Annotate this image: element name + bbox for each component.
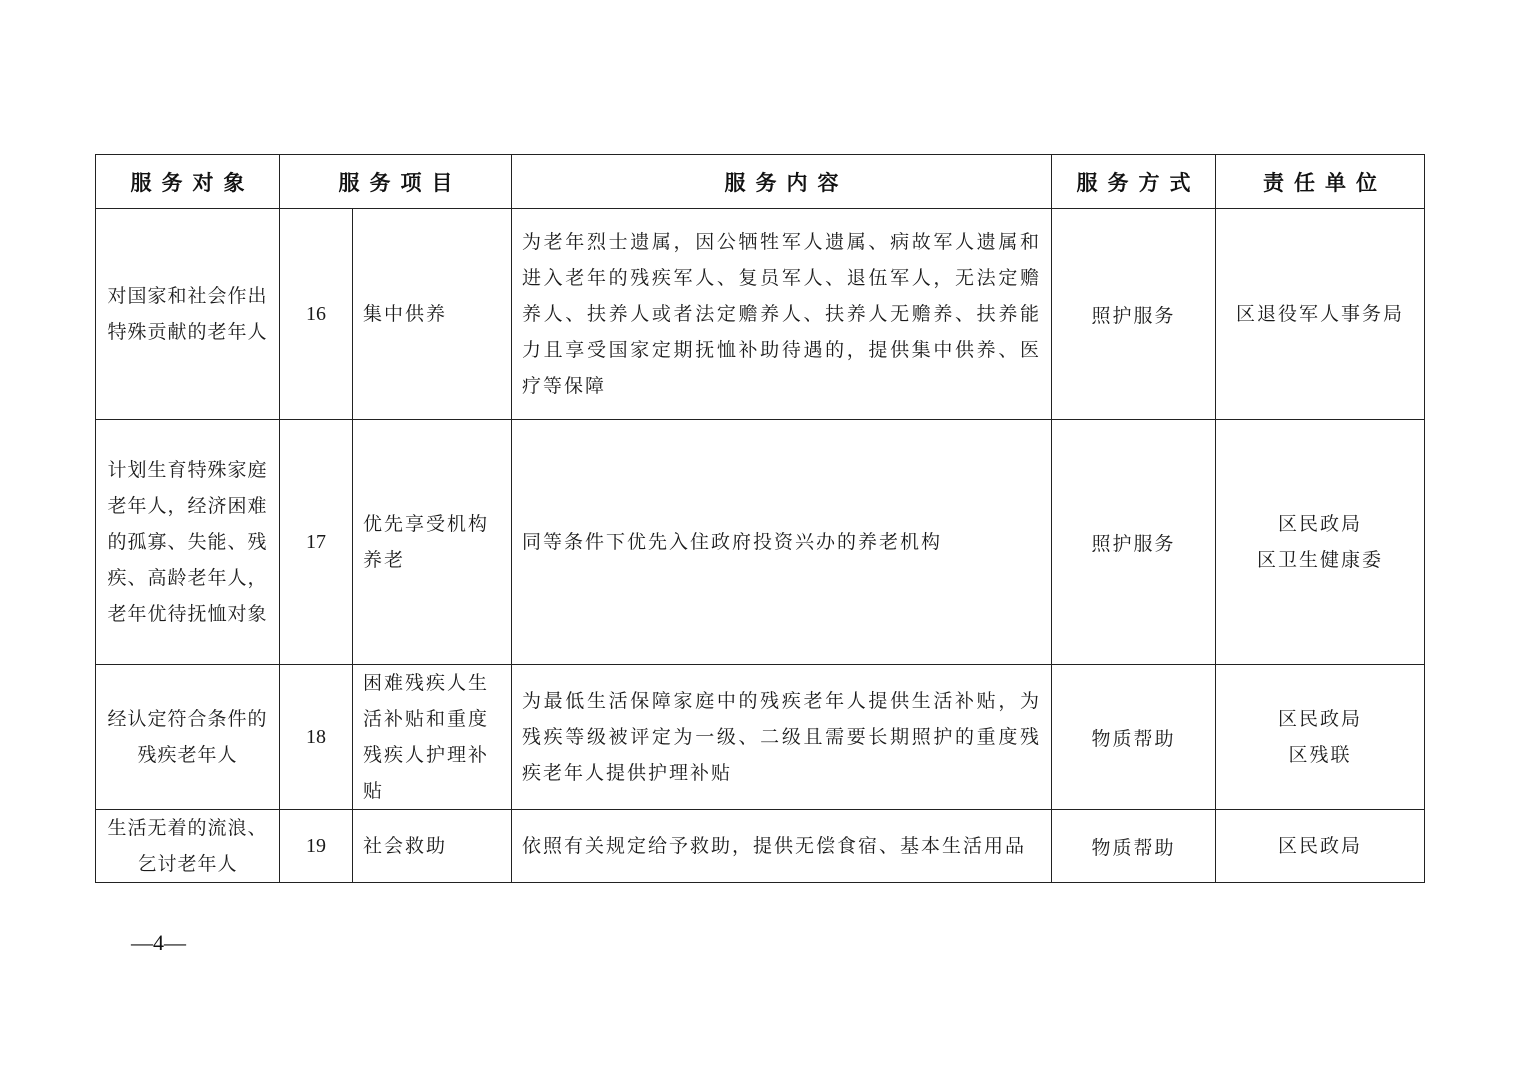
row-target: 对国家和社会作出特殊贡献的老年人 (96, 209, 280, 420)
row-content: 为最低生活保障家庭中的残疾老年人提供生活补贴，为残疾等级被评定为一级、二级且需要长期照护的重度残疾老年人提供护理补贴 (512, 665, 1052, 810)
table-row (96, 810, 1425, 883)
row-content: 依照有关规定给予救助，提供无偿食宿、基本生活用品 (512, 810, 1052, 883)
row-item: 优先享受机构养老 (353, 420, 512, 665)
table-row (96, 209, 1425, 420)
row-method: 照护服务 (1052, 209, 1216, 420)
row-item: 社会救助 (353, 810, 512, 883)
row-unit (1216, 665, 1425, 810)
unit-name: 区民政局 (1277, 513, 1362, 535)
service-table (95, 154, 1425, 883)
unit-name: 区卫生健康委 (1256, 549, 1383, 571)
row-content: 同等条件下优先入住政府投资兴办的养老机构 (512, 420, 1052, 665)
header-target: 服务对象 (96, 155, 280, 209)
row-number: 19 (280, 810, 353, 883)
unit-name: 区民政局 (1277, 835, 1362, 857)
row-content: 为老年烈士遗属，因公牺牲军人遗属、病故军人遗属和进入老年的残疾军人、复员军人、退伍军人，无法定赡养人、扶养人或者法定赡养人、扶养人无赡养、扶养能力且享受国家定期抚恤补助待遇的，提供集中供养、医疗等保障 (512, 209, 1052, 420)
row-item: 困难残疾人生活补贴和重度残疾人护理补贴 (353, 665, 512, 810)
row-number: 18 (280, 665, 353, 810)
unit-name: 区残联 (1288, 744, 1352, 766)
row-unit (1216, 209, 1425, 420)
row-item: 集中供养 (353, 209, 512, 420)
row-unit (1216, 810, 1425, 883)
header-unit: 责任单位 (1216, 155, 1425, 209)
header-row (96, 155, 1425, 209)
row-target: 计划生育特殊家庭老年人，经济困难的孤寡、失能、残疾、高龄老年人，老年优待抚恤对象 (96, 420, 280, 665)
table-row (96, 420, 1425, 665)
header-content: 服务内容 (512, 155, 1052, 209)
row-target: 生活无着的流浪、乞讨老年人 (96, 810, 280, 883)
unit-name: 区民政局 (1277, 708, 1362, 730)
row-target: 经认定符合条件的残疾老年人 (96, 665, 280, 810)
row-method: 物质帮助 (1052, 810, 1216, 883)
table-row (96, 665, 1425, 810)
row-unit (1216, 420, 1425, 665)
row-method: 照护服务 (1052, 420, 1216, 665)
header-method: 服务方式 (1052, 155, 1216, 209)
row-number: 16 (280, 209, 353, 420)
row-number: 17 (280, 420, 353, 665)
row-method: 物质帮助 (1052, 665, 1216, 810)
header-item: 服务项目 (280, 155, 512, 209)
page-number: —4— (131, 930, 186, 955)
unit-name: 区退役军人事务局 (1235, 303, 1404, 325)
